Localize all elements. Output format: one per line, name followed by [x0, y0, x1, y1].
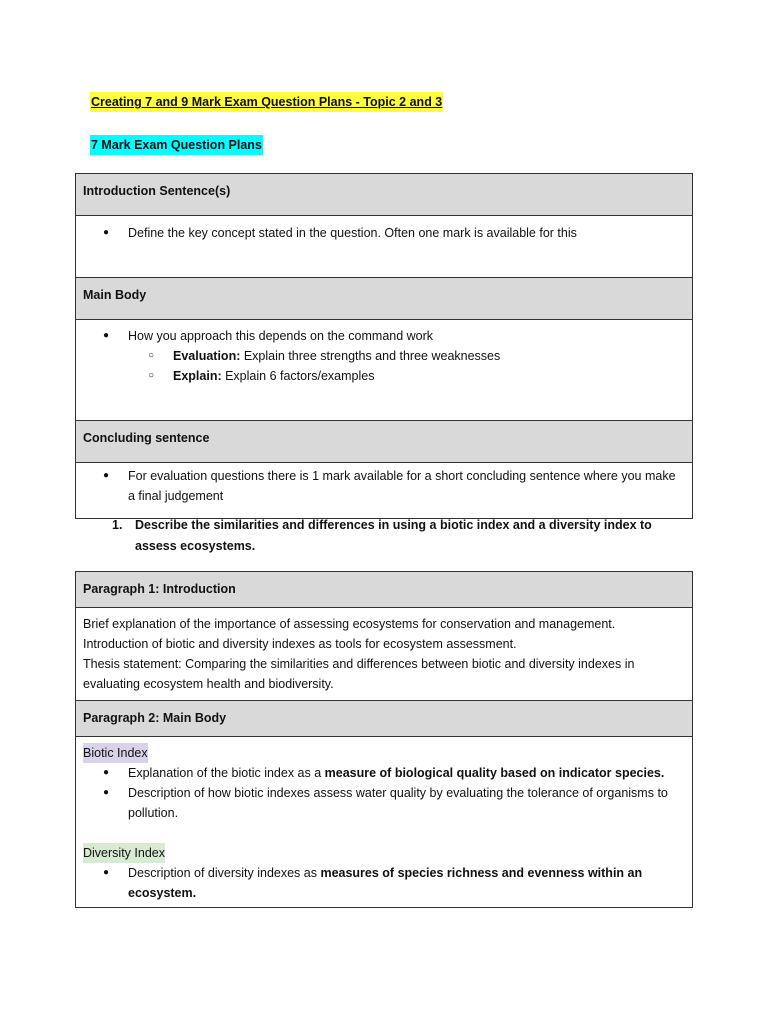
table-row	[76, 737, 693, 908]
question-text: Describe the similarities and differences in using a biotic index and a diversity index to assess ecosystems.	[135, 518, 652, 553]
p2-content-cell	[76, 737, 693, 908]
concluding-content-cell	[76, 463, 693, 519]
exam-plan-table	[75, 173, 693, 519]
sub-item-text: Explain three strengths and three weaknesses	[240, 349, 501, 363]
intro-heading: Introduction Sentence(s)	[83, 184, 231, 198]
list-item: ● Define the key concept stated in the question. Often one mark is available for this	[83, 223, 685, 243]
table-row	[76, 608, 693, 701]
p1-content-cell	[76, 608, 693, 701]
section-title: 7 Mark Exam Question Plans	[90, 135, 263, 155]
bullet-list	[83, 326, 685, 386]
list-item: ● For evaluation questions there is 1 mark available for a short concluding sentence where you make a final judgement	[83, 466, 685, 506]
sub-list-item	[83, 346, 685, 366]
diversity-index-heading: Diversity Index	[83, 843, 165, 863]
table-row	[76, 463, 693, 519]
sub-list-item	[83, 366, 685, 386]
diversity-bullet-text: Description of diversity indexes as	[128, 866, 321, 880]
list-item	[83, 326, 685, 386]
p1-heading-cell	[76, 572, 693, 608]
main-content-cell	[76, 320, 693, 421]
bullet-list	[83, 466, 685, 506]
table-row	[76, 174, 693, 216]
table-row	[76, 278, 693, 320]
paragraph2-heading: Paragraph 2: Main Body	[83, 711, 227, 725]
answer-plan-table	[75, 571, 693, 908]
document-title: Creating 7 and 9 Mark Exam Question Plans - Topic 2 and 3	[90, 92, 443, 112]
table-row	[76, 572, 693, 608]
list-item	[83, 763, 685, 783]
intro-content-cell	[76, 216, 693, 278]
biotic-bullet-bold: measure of biological quality based on indicator species.	[324, 766, 665, 780]
table-row	[76, 421, 693, 463]
list-item	[83, 863, 685, 903]
paragraph1-line: Introduction of biotic and diversity indexes as tools for ecosystem assessment.	[83, 637, 517, 651]
main-bullet-text: How you approach this depends on the command work	[128, 329, 434, 343]
sub-item-text: Explain 6 factors/examples	[221, 369, 375, 383]
intro-heading-cell	[76, 174, 693, 216]
bullet-list	[83, 763, 685, 823]
paragraph1-line: Thesis statement: Comparing the similarities and differences between biotic and diversity indexes in evaluating ecosystem health and biodiversity.	[83, 657, 635, 691]
main-body-heading: Main Body	[83, 288, 147, 302]
paragraph1-heading: Paragraph 1: Introduction	[83, 582, 236, 596]
table-row	[76, 216, 693, 278]
biotic-bullet-text: Explanation of the biotic index as a	[128, 766, 325, 780]
bullet-list	[83, 223, 685, 243]
list-item: ● Description of how biotic indexes assess water quality by evaluating the tolerance of organisms to pollution.	[83, 783, 685, 823]
sub-item-label: Explain:	[173, 369, 222, 383]
question-number: 1.	[112, 518, 123, 532]
main-heading-cell	[76, 278, 693, 320]
exam-question	[112, 515, 672, 557]
bullet-list	[83, 863, 685, 903]
paragraph1-line: Brief explanation of the importance of assessing ecosystems for conservation and management.	[83, 617, 616, 631]
biotic-index-heading: Biotic Index	[83, 743, 148, 763]
table-row	[76, 701, 693, 737]
p2-heading-cell	[76, 701, 693, 737]
diversity-bullet-bold: measures of species richness and evenness within an ecosystem.	[128, 866, 643, 900]
concluding-heading-cell	[76, 421, 693, 463]
sub-item-label: Evaluation:	[173, 349, 241, 363]
concluding-heading: Concluding sentence	[83, 431, 210, 445]
sub-bullet-list	[128, 346, 685, 386]
table-row	[76, 320, 693, 421]
